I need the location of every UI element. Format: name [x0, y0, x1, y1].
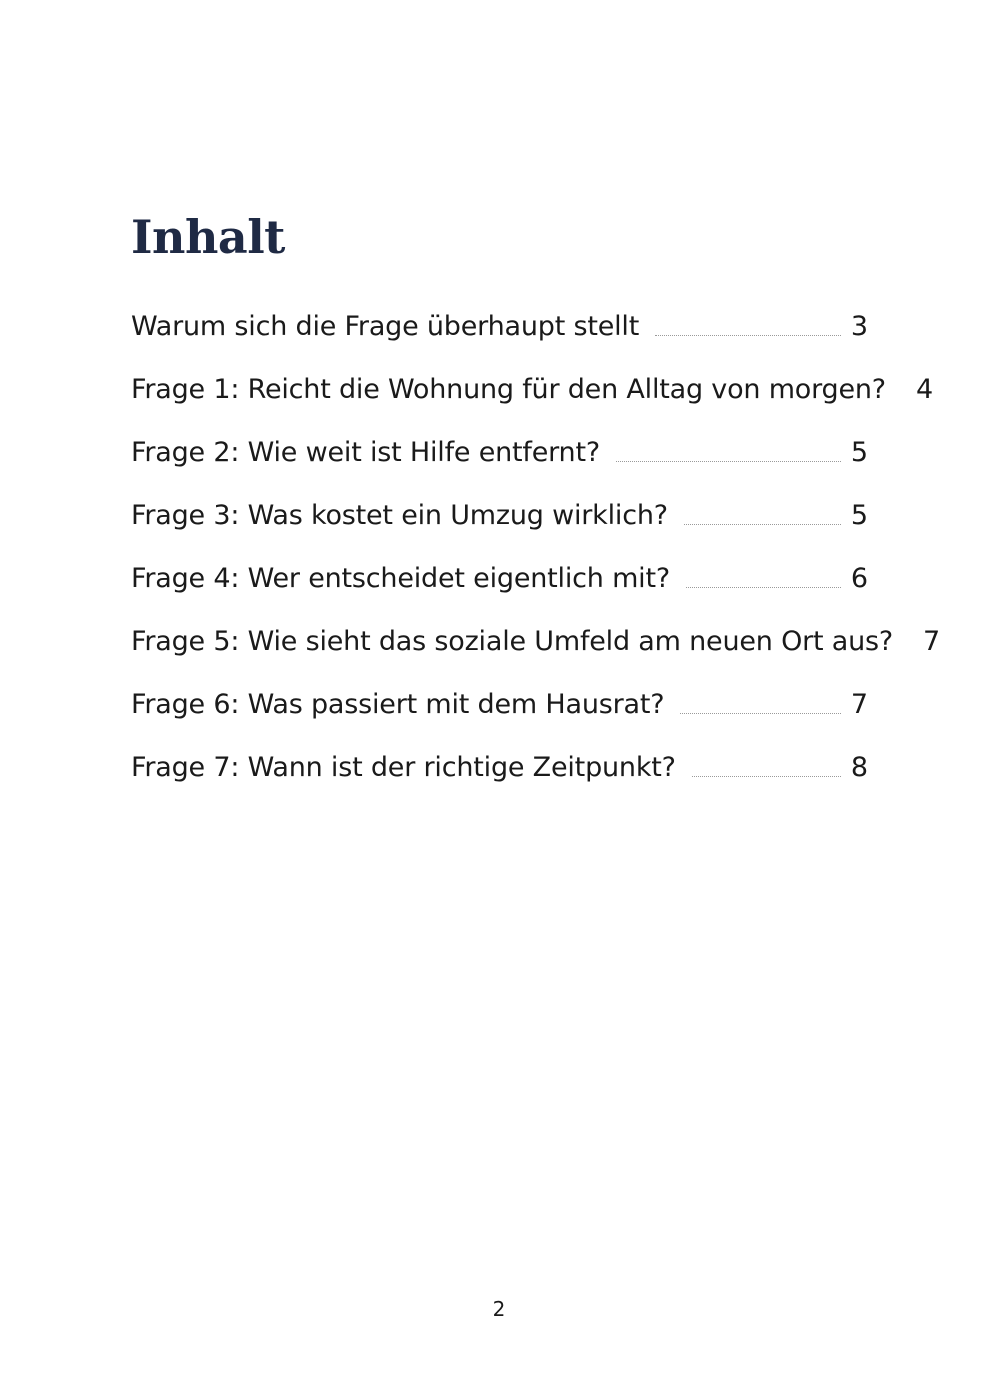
toc-leader-dots	[686, 557, 841, 588]
toc-entry-page: 7	[850, 689, 868, 720]
toc-entry[interactable]	[131, 494, 868, 557]
toc-entry-page: 3	[850, 311, 868, 342]
toc-entry-text: Frage 1: Reicht die Wohnung für den Alltag von morgen?	[131, 374, 886, 405]
toc-entry-text: Frage 4: Wer entscheidet eigentlich mit?	[131, 563, 671, 594]
toc-entry[interactable]	[131, 305, 868, 368]
toc-entry[interactable]	[131, 557, 868, 620]
toc-entry-page: 6	[850, 563, 868, 594]
toc-leader-dots	[680, 683, 840, 714]
toc-entry[interactable]	[131, 620, 998, 683]
toc-entry-text: Frage 6: Was passiert mit dem Hausrat?	[131, 689, 665, 720]
toc-entry-page: 5	[850, 500, 868, 531]
toc-entry-text: Frage 7: Wann ist der richtige Zeitpunkt?	[131, 752, 676, 783]
toc-entry-text: Warum sich die Frage überhaupt stellt	[131, 311, 640, 342]
toc-entry-page: 8	[850, 752, 868, 783]
toc-entry[interactable]	[131, 368, 998, 431]
toc-leader-dots	[692, 746, 841, 777]
toc-entry[interactable]	[131, 683, 868, 746]
toc-entry-text: Frage 3: Was kostet ein Umzug wirklich?	[131, 500, 668, 531]
page-number: 2	[492, 1297, 506, 1321]
toc-entry[interactable]	[131, 746, 868, 809]
toc-leader-dots	[655, 305, 841, 336]
toc-leader-dots	[616, 431, 841, 462]
toc-entry-page: 4	[915, 374, 934, 405]
toc-leader-dots	[684, 494, 841, 525]
toc-entry[interactable]	[131, 431, 868, 494]
toc-title: Inhalt	[131, 210, 285, 264]
toc-entry-page: 7	[923, 626, 941, 657]
toc-entry-page: 5	[850, 437, 868, 468]
toc-entry-text: Frage 2: Wie weit ist Hilfe entfernt?	[131, 437, 600, 468]
toc-entry-text: Frage 5: Wie sieht das soziale Umfeld am neuen Ort aus?	[131, 626, 894, 657]
toc-list	[131, 305, 998, 809]
